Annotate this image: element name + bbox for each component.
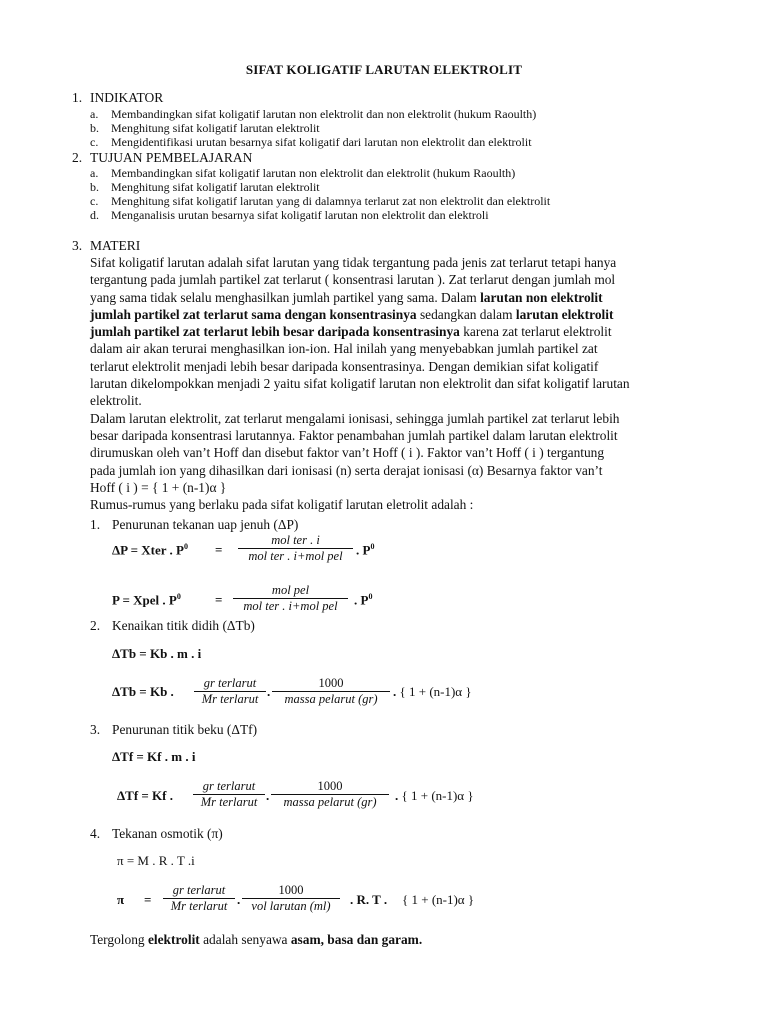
fraction-numerator: gr terlarut bbox=[202, 779, 256, 793]
formula-number: 2. bbox=[90, 618, 101, 633]
fraction-numerator: 1000 bbox=[318, 676, 344, 690]
fraction-denominator: Mr terlarut bbox=[193, 794, 265, 810]
fraction bbox=[272, 676, 390, 707]
formula-number: 3. bbox=[90, 722, 101, 737]
section-heading-tujuan: TUJUAN PEMBELAJARAN bbox=[90, 150, 253, 165]
equation-rhs: . { 1 + (n-1)α } bbox=[395, 788, 474, 803]
paragraph-line: Dalam larutan elektrolit, zat terlarut mengalami ionisasi, sehingga jumlah partikel zat terlarut lebih bbox=[90, 410, 620, 426]
fraction-denominator: Mr terlarut bbox=[194, 691, 266, 707]
fraction-denominator: massa pelarut (gr) bbox=[272, 691, 390, 707]
paragraph-line: dirumuskan oleh van’t Hoff dan disebut faktor van’t Hoff ( i ). Faktor van’t Hoff ( i ) tergantung bbox=[90, 445, 605, 461]
list-marker: b. bbox=[90, 180, 99, 194]
formula-heading: Penurunan tekanan uap jenuh (ΔP) bbox=[112, 517, 299, 532]
fraction-numerator: 1000 bbox=[317, 779, 343, 793]
list-item: Membandingkan sifat koligatif larutan non elektrolit dan non elektrolit (hukum Raoulth) bbox=[111, 107, 537, 121]
equation-lhs: π bbox=[117, 892, 125, 907]
bold-text: elektrolit bbox=[147, 932, 200, 947]
fraction-denominator: mol ter . i+mol pel bbox=[233, 598, 348, 614]
equals-sign: = bbox=[215, 542, 223, 557]
equation-rt: . R. T . bbox=[350, 892, 388, 907]
fraction bbox=[233, 583, 348, 614]
fraction bbox=[238, 533, 353, 564]
equation: ΔTb = Kb . m . i bbox=[112, 646, 202, 661]
fraction-denominator: Mr terlarut bbox=[163, 898, 235, 914]
closing-sentence: Tergolong elektrolit adalah senyawa asam, basa dan garam. bbox=[90, 932, 423, 947]
page-title: SIFAT KOLIGATIF LARUTAN ELEKTROLIT bbox=[245, 62, 523, 77]
fraction bbox=[163, 883, 235, 914]
fraction bbox=[194, 676, 266, 707]
paragraph-line: besar daripada konsentrasi larutannya. Faktor penambahan jumlah partikel dalam larutan elektrolit bbox=[90, 427, 618, 443]
fraction-numerator: mol pel bbox=[271, 583, 310, 597]
bold-text: jumlah partikel zat terlarut sama dengan konsentrasinya bbox=[90, 306, 417, 322]
multiply-dot: . bbox=[266, 788, 270, 803]
list-item: Menghitung sifat koligatif larutan elektrolit bbox=[111, 180, 320, 194]
paragraph-line: Sifat koligatif larutan adalah sifat larutan yang tidak tergantung pada jenis zat terlarut tetapi hanya bbox=[90, 255, 617, 270]
fraction bbox=[193, 779, 265, 810]
list-marker: b. bbox=[90, 121, 99, 135]
paragraph-line: Rumus-rumus yang berlaku pada sifat koligatif larutan eletrolit adalah : bbox=[90, 497, 474, 513]
list-item: Menghitung sifat koligatif larutan yang di dalamnya terlarut zat non elektrolit dan elektrolit bbox=[111, 194, 551, 208]
multiply-dot: . bbox=[237, 892, 241, 907]
equation-rhs: . $P^0$ bbox=[354, 592, 373, 608]
equation-lhs: ΔP = Xter . $P^0$ bbox=[112, 542, 188, 558]
formula-number: 1. bbox=[90, 517, 101, 532]
formula-number: 4. bbox=[90, 826, 101, 841]
paragraph-line: terlarut elektrolit menjadi lebih besar daripada konsentrasinya. Dengan demikian sifat koligatif bbox=[90, 358, 599, 374]
section-heading-indikator: INDIKATOR bbox=[90, 90, 164, 105]
fraction-denominator: mol ter . i+mol pel bbox=[238, 548, 353, 564]
bold-text: larutan elektrolit bbox=[515, 306, 614, 322]
section-number: 2. bbox=[72, 150, 83, 165]
equation: π = M . R . T .i bbox=[117, 853, 195, 868]
list-item: Mengidentifikasi urutan besarnya sifat koligatif dari larutan non elektrolit dan elektrolit bbox=[111, 135, 532, 149]
fraction-denominator: vol larutan (ml) bbox=[242, 898, 340, 914]
equation-rhs: . { 1 + (n-1)α } bbox=[393, 684, 472, 699]
list-marker: c. bbox=[90, 135, 99, 149]
fraction bbox=[242, 883, 340, 914]
paragraph-line: dalam air akan terurai menghasilkan ion-ion. Hal inilah yang menyebabkan jumlah partikel zat bbox=[90, 341, 598, 357]
paragraph bbox=[90, 254, 630, 513]
bold-text: asam, basa dan garam. bbox=[290, 932, 423, 947]
list-marker: d. bbox=[90, 208, 99, 222]
fraction-numerator: gr terlarut bbox=[203, 676, 257, 690]
paragraph-line: larutan dikelompokkan menjadi 2 yaitu sifat koligatif larutan non elektrolit dan sifat koligatif larutan bbox=[90, 376, 630, 392]
equation: ΔTf = Kf . m . i bbox=[112, 749, 196, 764]
fraction-denominator: massa pelarut (gr) bbox=[271, 794, 389, 810]
equals-sign: = bbox=[215, 592, 223, 607]
equation-lhs: ΔTb = Kb . bbox=[112, 684, 174, 699]
list-marker: a. bbox=[90, 107, 99, 121]
equation-lhs: ΔTf = Kf . bbox=[117, 788, 173, 803]
equals-sign: = bbox=[144, 892, 152, 907]
paragraph-line: tergantung pada jumlah partikel zat terlarut ( konsentrasi larutan ). Zat terlarut dengan jumlah mol bbox=[90, 272, 616, 288]
equation-rhs: . $P^0$ bbox=[356, 542, 375, 558]
formula-heading: Kenaikan titik didih (ΔTb) bbox=[112, 618, 255, 633]
list-item: Menganalisis urutan besarnya sifat koligatif larutan non elektrolit dan elektroli bbox=[111, 208, 489, 222]
bold-text: larutan non elektrolit bbox=[480, 289, 603, 305]
fraction-numerator: mol ter . i bbox=[271, 533, 320, 547]
equation-lhs: P = Xpel . $P^0$ bbox=[112, 592, 181, 608]
fraction bbox=[271, 779, 389, 810]
section-number: 3. bbox=[72, 238, 83, 253]
bold-text: jumlah partikel zat terlarut lebih besar daripada konsentrasinya bbox=[90, 324, 460, 340]
list-item: Menghitung sifat koligatif larutan elektrolit bbox=[111, 121, 320, 135]
formula-heading: Tekanan osmotik (π) bbox=[112, 826, 223, 841]
list-item: Membandingkan sifat koligatif larutan non elektrolit dan elektrolit (hukum Raoulth) bbox=[111, 166, 516, 180]
list-marker: a. bbox=[90, 166, 99, 180]
fraction-numerator: 1000 bbox=[278, 883, 304, 897]
formula-heading: Penurunan titik beku (ΔTf) bbox=[112, 722, 258, 737]
section-number: 1. bbox=[72, 90, 83, 105]
paragraph-line: pada jumlah ion yang dihasilkan dari ionisasi (n) serta derajat ionisasi (α) Besarnya faktor van’t bbox=[90, 462, 603, 478]
paragraph-line: elektrolit. bbox=[90, 393, 142, 409]
paragraph-line: jumlah partikel zat terlarut lebih besar daripada konsentrasinya karena zat terlarut elektrolit bbox=[90, 324, 612, 340]
multiply-dot: . bbox=[267, 684, 271, 699]
fraction-numerator: gr terlarut bbox=[172, 883, 226, 897]
paragraph-line: jumlah partikel zat terlarut sama dengan konsentrasinya sedangkan dalam larutan elektrolit bbox=[90, 306, 614, 322]
equation-rhs: { 1 + (n-1)α } bbox=[402, 892, 475, 907]
list-marker: c. bbox=[90, 194, 99, 208]
paragraph-line: Hoff ( i ) = { 1 + (n-1)α } bbox=[90, 479, 227, 495]
section-heading-materi: MATERI bbox=[90, 238, 141, 253]
paragraph-line: yang sama tidak selalu menghasilkan jumlah partikel yang sama. Dalam larutan non elektrolit bbox=[90, 289, 603, 305]
